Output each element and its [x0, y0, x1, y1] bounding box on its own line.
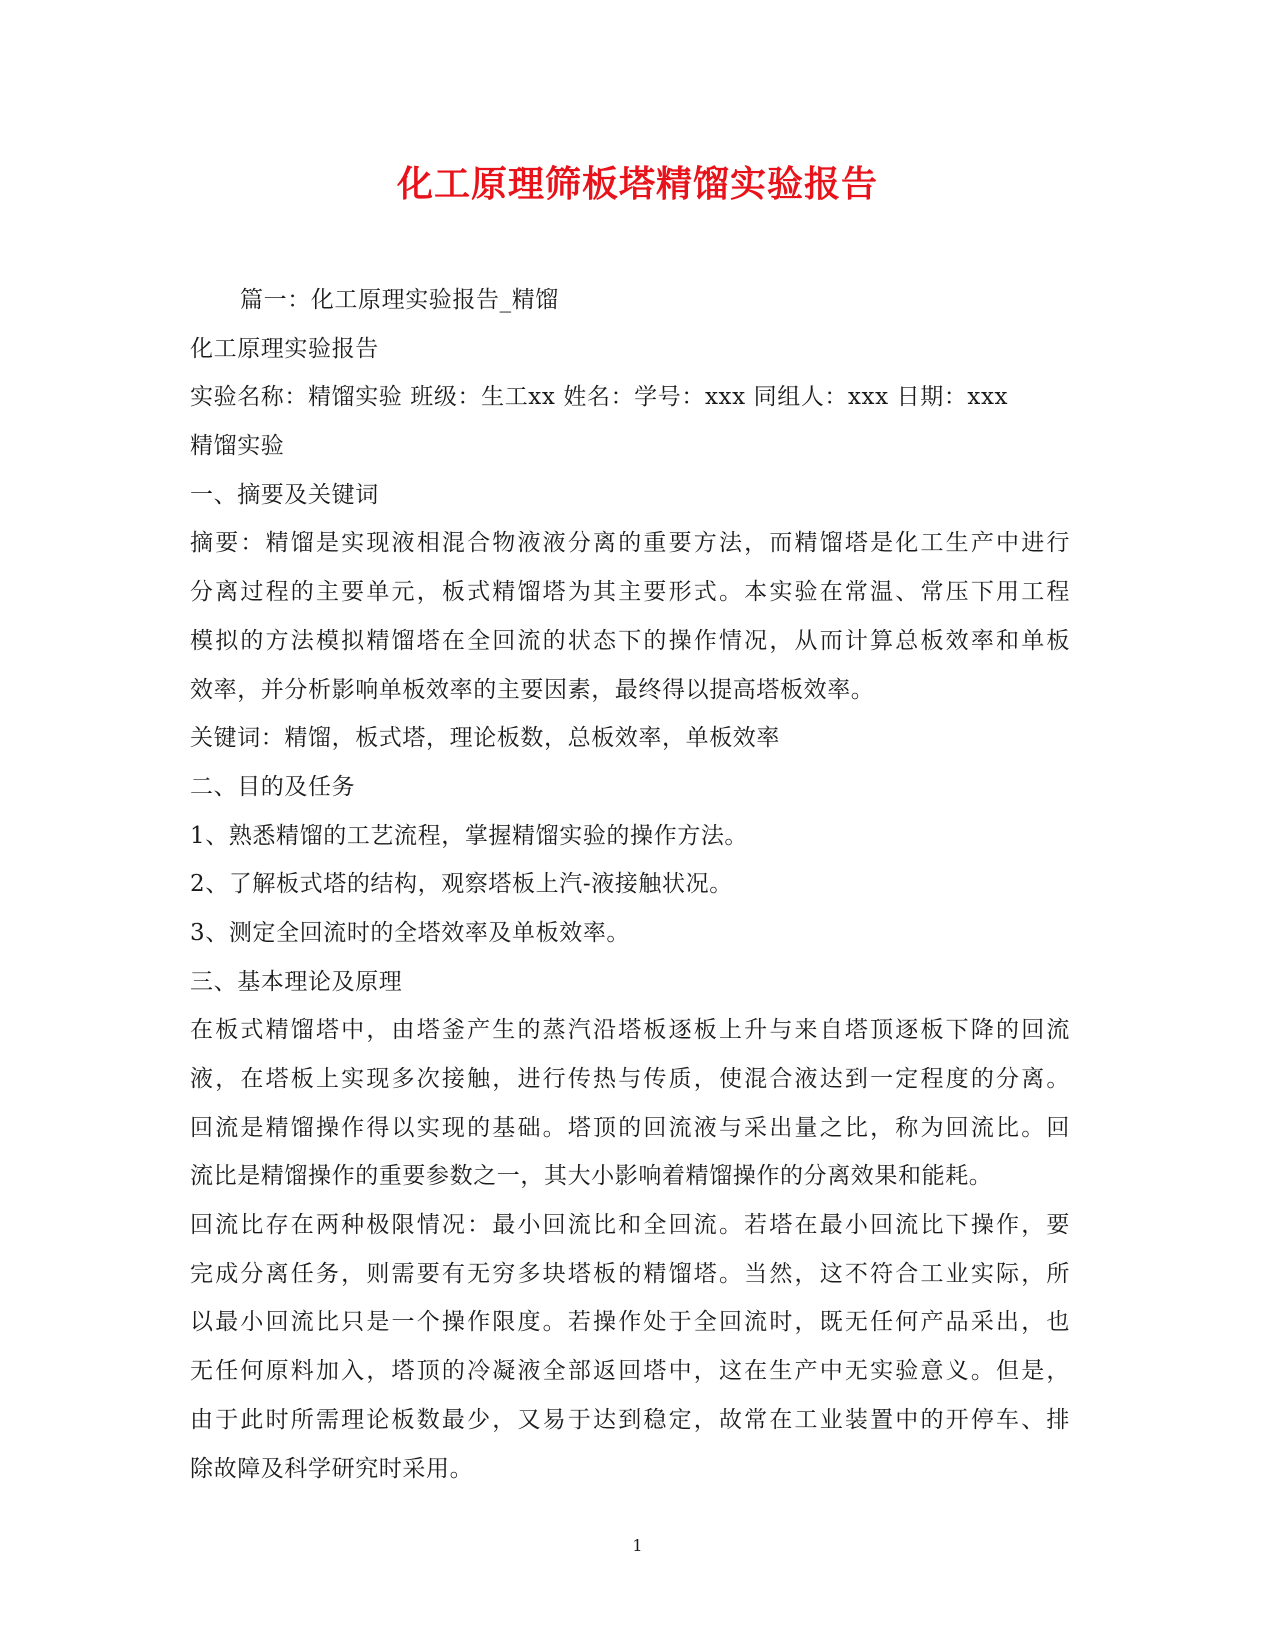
theory-line: 回流是精馏操作得以实现的基础。塔顶的回流液与采出量之比，称为回流比。回 [190, 1114, 1070, 1141]
theory-line: 液，在塔板上实现多次接触，进行传热与传质，使混合液达到一定程度的分离。 [190, 1066, 1070, 1092]
theory-line: 由于此时所需理论板数最少，又易于达到稳定，故常在工业装置中的开停车、排 [190, 1406, 1070, 1433]
abstract-line: 效率，并分析影响单板效率的主要因素，最终得以提高塔板效率。 [190, 676, 875, 703]
section-heading-abstract: 一、摘要及关键词 [190, 481, 379, 508]
theory-line: 完成分离任务，则需要有无穷多块塔板的精馏塔。当然，这不符合工业实际，所 [190, 1260, 1070, 1287]
objective-item: 1、熟悉精馏的工艺流程，掌握精馏实验的操作方法。 [190, 822, 749, 849]
experiment-info-line: 实验名称：精馏实验 班级：生工xx 姓名：学号：xxx 同组人：xxx 日期：xxx [190, 384, 1009, 411]
theory-line: 在板式精馏塔中，由塔釜产生的蒸汽沿塔板逐板上升与来自塔顶逐板下降的回流 [190, 1017, 1070, 1044]
theory-line: 流比是精馏操作的重要参数之一，其大小影响着精馏操作的分离效果和能耗。 [190, 1163, 993, 1190]
objective-item: 2、了解板式塔的结构，观察塔板上汽-液接触状况。 [190, 871, 733, 898]
document-title: 化工原理筛板塔精馏实验报告 [396, 163, 878, 205]
theory-line: 回流比存在两种极限情况：最小回流比和全回流。若塔在最小回流比下操作，要 [190, 1212, 1070, 1239]
page-number: 1 [632, 1536, 643, 1555]
keywords-line: 关键词：精馏，板式塔，理论板数，总板效率，单板效率 [190, 725, 780, 752]
theory-line: 除故障及科学研究时采用。 [190, 1455, 474, 1482]
section-heading-objectives: 二、目的及任务 [190, 773, 356, 800]
objective-item: 3、测定全回流时的全塔效率及单板效率。 [190, 919, 631, 946]
theory-line: 无任何原料加入，塔顶的冷凝液全部返回塔中，这在生产中无实验意义。但是， [190, 1358, 1070, 1385]
abstract-line: 分离过程的主要单元，板式精馏塔为其主要形式。本实验在常温、常压下用工程 [190, 579, 1070, 606]
section-heading-part-one: 篇一：化工原理实验报告_精馏 [240, 287, 559, 313]
report-heading: 化工原理实验报告 [190, 335, 379, 362]
theory-line: 以最小回流比只是一个操作限度。若操作处于全回流时，既无任何产品采出，也 [190, 1309, 1070, 1336]
abstract-line: 模拟的方法模拟精馏塔在全回流的状态下的操作情况，从而计算总板效率和单板 [190, 627, 1070, 654]
document-body [190, 276, 1070, 1493]
section-heading-theory: 三、基本理论及原理 [190, 968, 403, 995]
abstract-line: 摘要：精馏是实现液相混合物液液分离的重要方法，而精馏塔是化工生产中进行 [190, 530, 1070, 557]
experiment-name: 精馏实验 [190, 433, 285, 460]
